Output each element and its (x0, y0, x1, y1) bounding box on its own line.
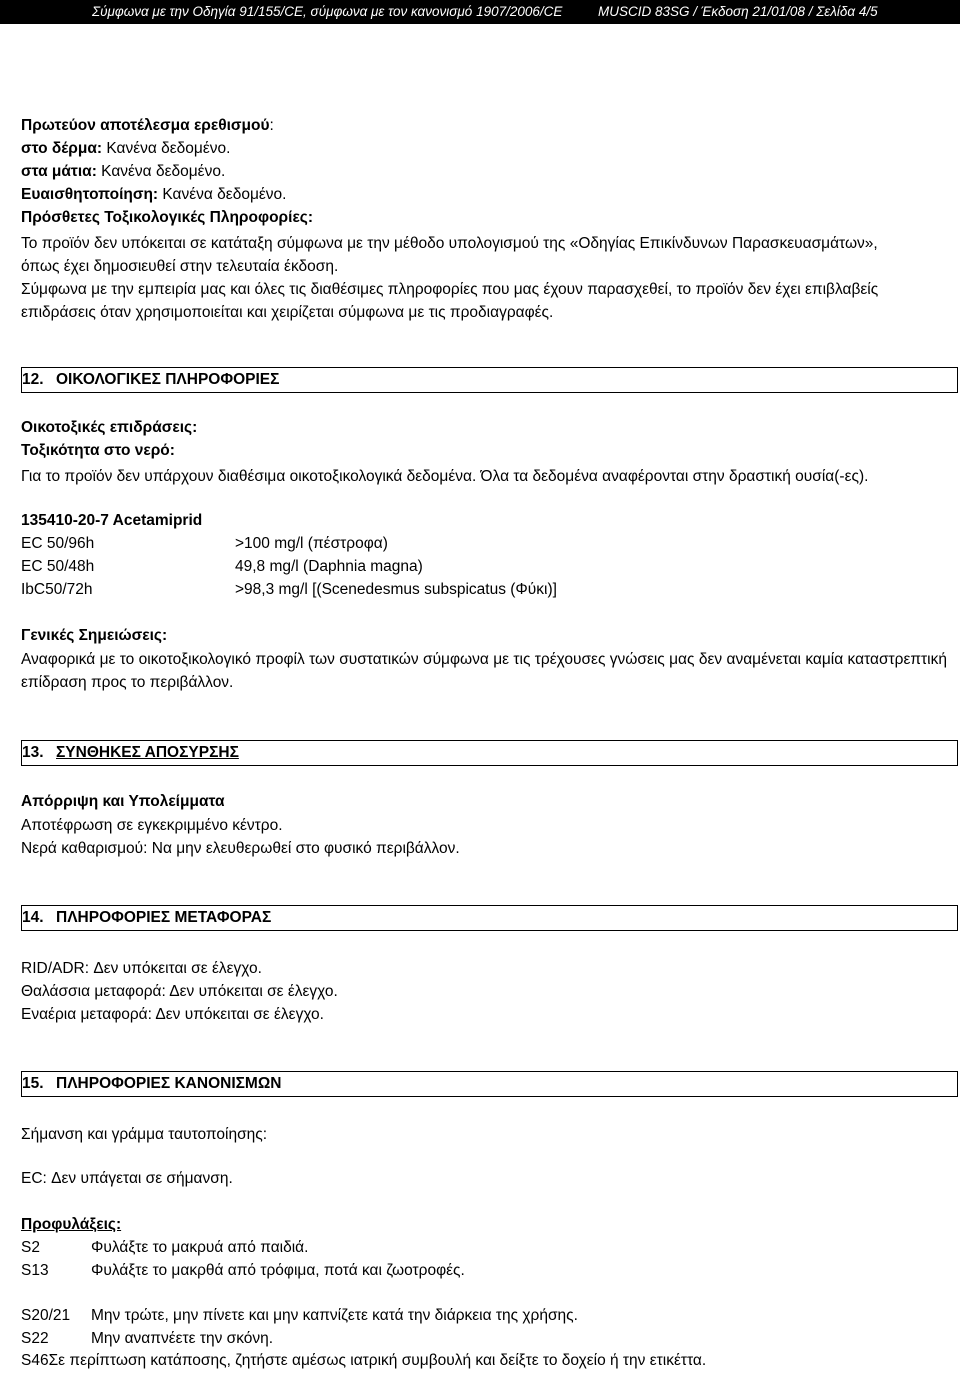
general-notes-text: Αναφορικά με το οικοτοξικολογικό προφίλ των συστατικών σύμφωνα με τις τρέχουσες γνώσεις μας δεν αναμένεται καμία καταστρεπτική επίδραση προς το περιβάλλον. (21, 651, 947, 691)
additional-tox-label: Πρόσθετες Τοξικολογικές Πληροφορίες: (21, 209, 314, 226)
section-title: ΟΙΚΟΛΟΓΙΚΕΣ ΠΛΗΡΟΦΟΡΙΕΣ (56, 371, 280, 388)
endpoint: IbC50/72h (21, 581, 93, 598)
endpoint-value: 49,8 mg/l (Daphnia magna) (235, 558, 423, 575)
section-13-heading (21, 740, 958, 766)
precaution-item (21, 1237, 952, 1258)
section-number: 13. (22, 744, 44, 761)
eyes-label: στα μάτια: (21, 163, 97, 180)
eyes-line (21, 161, 952, 182)
skin-value: Κανένα δεδομένο. (102, 140, 231, 157)
precaution-text: Μην αναπνέετε την σκόνη. (91, 1330, 274, 1347)
precautions-label: Προφυλάξεις: (21, 1216, 122, 1233)
additional-tox-text-3: Σύμφωνα με την εμπειρία μας και όλες τις διαθέσιμες πληροφορίες που μας έχουν παρασχεθεί, το προϊόν δεν έχει επιβλαβείς (21, 281, 879, 298)
header-regulation: Σύμφωνα με την Οδηγία 91/155/CE, σύμφωνα με τον κανονισμό 1907/2006/CE (92, 4, 563, 19)
section-15-heading (21, 1071, 958, 1097)
substance-name: 135410-20-7 Acetamiprid (21, 512, 203, 529)
section-number: 15. (22, 1075, 44, 1092)
sensitization-line (21, 184, 952, 205)
labeling-label: Σήμανση και γράμμα ταυτοποίησης: (21, 1126, 268, 1143)
precaution-item (21, 1305, 952, 1326)
section-number: 14. (22, 909, 44, 926)
precaution-code: S13 (21, 1262, 49, 1279)
precaution-text: Φυλάξτε το μακρθά από τρόφιμα, ποτά και ζωοτροφές. (91, 1262, 465, 1279)
water-toxicity-label: Τοξικότητα στο νερό: (21, 442, 175, 459)
additional-tox-text-2: όπως έχει δημοσιευθεί στην τελευταία έκδοση. (21, 258, 339, 275)
eyes-value: Κανένα δεδομένο. (96, 163, 226, 180)
skin-label: στο δέρμα: (21, 140, 103, 157)
header-document-info: MUSCID 83SG / Έκδοση 21/01/08 / Σελίδα 4/5 (598, 4, 878, 19)
general-notes-label: Γενικές Σημειώσεις: (21, 627, 168, 644)
transport-sea: Θαλάσσια μεταφορά: Δεν υπόκειται σε έλεγχο. (21, 983, 338, 1000)
endpoint: EC 50/96h (21, 535, 95, 552)
precaution-text: Μην τρώτε, μην πίνετε και μην καπνίζετε κατά την διάρκεια της χρήσης. (91, 1307, 578, 1324)
precaution-item (21, 1328, 952, 1349)
section-number: 12. (22, 371, 44, 388)
precaution-code: S22 (21, 1330, 49, 1347)
precaution-code: S2 (21, 1239, 40, 1256)
transport-air: Εναέρια μεταφορά: Δεν υπόκειται σε έλεγχο. (21, 1006, 324, 1023)
disposal-text-1: Αποτέφρωση σε εγκεκριμμένο κέντρο. (21, 817, 283, 834)
sensitization-label: Ευαισθητοποίηση: (21, 186, 159, 203)
precaution-text: Φυλάξτε το μακρυά από παιδιά. (91, 1239, 309, 1256)
section-title: ΣΥΝΘΗΚΕΣ ΑΠΟΣΥΡΣΗΣ (56, 744, 239, 761)
skin-line (21, 138, 952, 159)
precaution-s46: S46Σε περίπτωση κατάποσης, ζητήστε αμέσως ιατρική συμβουλή και δείξτε το δοχείο ή την ετικέττα. (21, 1352, 707, 1369)
endpoint-value: >98,3 mg/l [(Scenedesmus subspicatus (Φύκι)] (235, 581, 557, 598)
section-14-heading (21, 905, 958, 931)
ecotoxic-effects-label: Οικοτοξικές επιδράσεις: (21, 419, 198, 436)
primary-irritation-label: Πρωτεύον αποτέλεσμα ερεθισμού (21, 117, 270, 134)
primary-irritation-line: Πρωτεύον αποτέλεσμα ερεθισμού: (21, 117, 274, 134)
section-12-heading (21, 367, 958, 393)
endpoint-value: >100 mg/l (πέστροφα) (235, 535, 388, 552)
transport-rid-adr: RID/ADR: Δεν υπόκειται σε έλεγχο. (21, 960, 262, 977)
section-title: ΠΛΗΡΟΦΟΡΙΕΣ ΚΑΝΟΝΙΣΜΩΝ (56, 1075, 282, 1092)
disposal-label: Απόρριψη και Υπολείμματα (21, 793, 225, 810)
endpoint: EC 50/48h (21, 558, 95, 575)
additional-tox-text-1: Το προϊόν δεν υπόκειται σε κατάταξη σύμφωνα με την μέθοδο υπολογισμού της «Οδηγίας Επικίνδυνων Παρασκευασμάτων», (21, 235, 878, 252)
page-header (0, 0, 960, 24)
ec-labeling-line: EC: Δεν υπάγεται σε σήμανση. (21, 1170, 233, 1187)
additional-tox-text-4: επιδράσεις όταν χρησιμοποιείται και χειρίζεται σύμφωνα με τις προδιαγραφές. (21, 304, 554, 321)
water-toxicity-text: Για το προϊόν δεν υπάρχουν διαθέσιμα οικοτοξικολογικά δεδομένα. Όλα τα δεδομένα αναφέρονται στην δραστική ουσία(-ες). (21, 468, 869, 485)
precaution-item (21, 1260, 952, 1281)
section-title: ΠΛΗΡΟΦΟΡΙΕΣ ΜΕΤΑΦΟΡΑΣ (56, 909, 272, 926)
disposal-text-2: Νερά καθαρισμού: Να μην ελευθερωθεί στο φυσικό περιβάλλον. (21, 840, 460, 857)
sensitization-value: Κανένα δεδομένο. (158, 186, 287, 203)
precaution-code: S20/21 (21, 1307, 71, 1324)
